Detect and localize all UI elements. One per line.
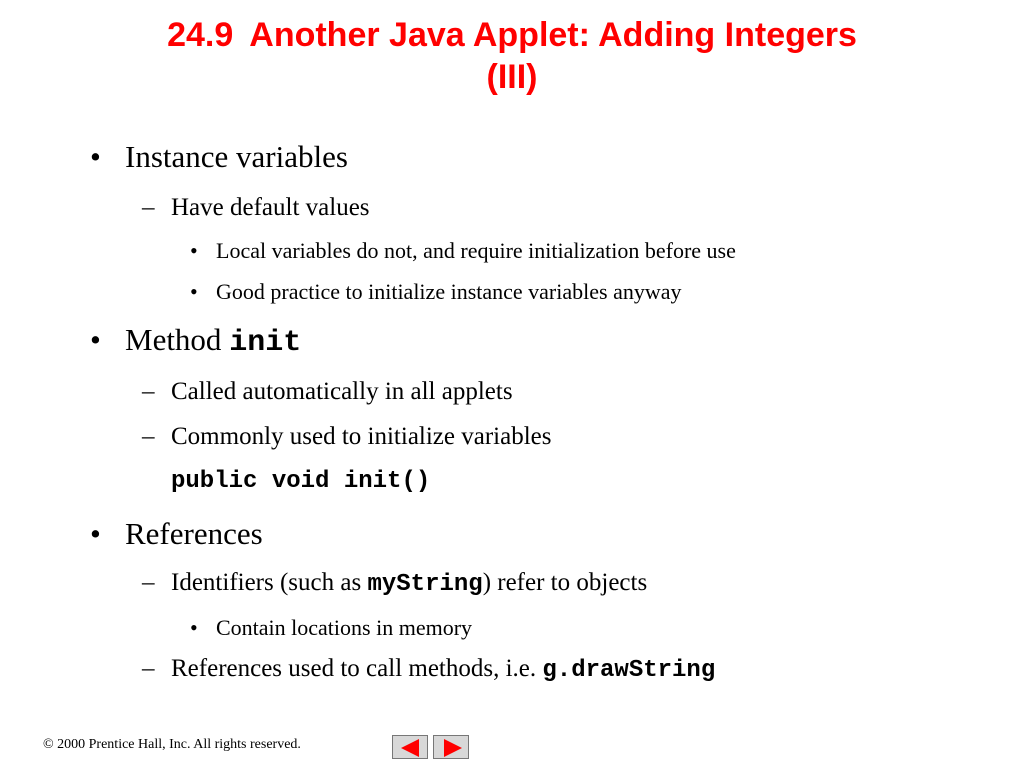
item-text: Local variables do not, and require initialization before use (216, 238, 736, 263)
section-number: 24.9 (167, 16, 234, 54)
code-mystring: myString (367, 571, 483, 598)
copyright-footer (43, 737, 301, 753)
sub-bullet-text: Called automatically in all applets (171, 378, 513, 405)
bullet-marker: • (90, 139, 101, 174)
text-post: ) refer to objects (482, 569, 648, 596)
item-text: Contain locations in memory (216, 615, 473, 640)
title-text: Another Java Applet: Adding Integers (249, 16, 857, 54)
previous-slide-button[interactable] (392, 735, 428, 759)
code-drawstring: g.drawString (542, 657, 716, 684)
code-init: init (229, 326, 302, 360)
sub-bullet-text (171, 655, 715, 684)
dash-marker: – (142, 655, 155, 682)
dash-marker: – (142, 194, 155, 221)
dash-marker: – (142, 423, 155, 450)
bullet-text (125, 322, 301, 360)
bullet-marker: • (190, 279, 198, 304)
next-slide-button[interactable] (433, 735, 469, 759)
dash-marker: – (142, 569, 155, 596)
slide-title (0, 14, 1024, 98)
copyright-symbol: © (43, 737, 54, 752)
bullet-text: References (125, 516, 263, 551)
sub-bullet-text (171, 569, 647, 598)
dash-marker: – (142, 378, 155, 405)
text-pre: Identifiers (such as (171, 569, 368, 596)
copyright-text: 2000 Prentice Hall, Inc. All rights reserved. (53, 737, 301, 752)
bullet-text-plain: Method (125, 322, 230, 357)
next-arrow-icon (444, 739, 462, 757)
bullet-marker: • (190, 238, 198, 263)
code-public-void-init: public void init() (171, 468, 431, 495)
text-pre: References used to call methods, i.e. (171, 655, 543, 682)
bullet-marker: • (190, 615, 198, 640)
title-line-1 (0, 14, 1024, 56)
sub-bullet-text: Have default values (171, 194, 370, 221)
bullet-marker: • (90, 322, 101, 357)
bullet-marker: • (90, 516, 101, 551)
sub-bullet-text: Commonly used to initialize variables (171, 423, 552, 450)
item-text: Good practice to initialize instance variables anyway (216, 279, 682, 304)
bullet-text: Instance variables (125, 139, 348, 174)
prev-arrow-icon (401, 739, 419, 757)
title-line-2: (III) (486, 58, 538, 96)
